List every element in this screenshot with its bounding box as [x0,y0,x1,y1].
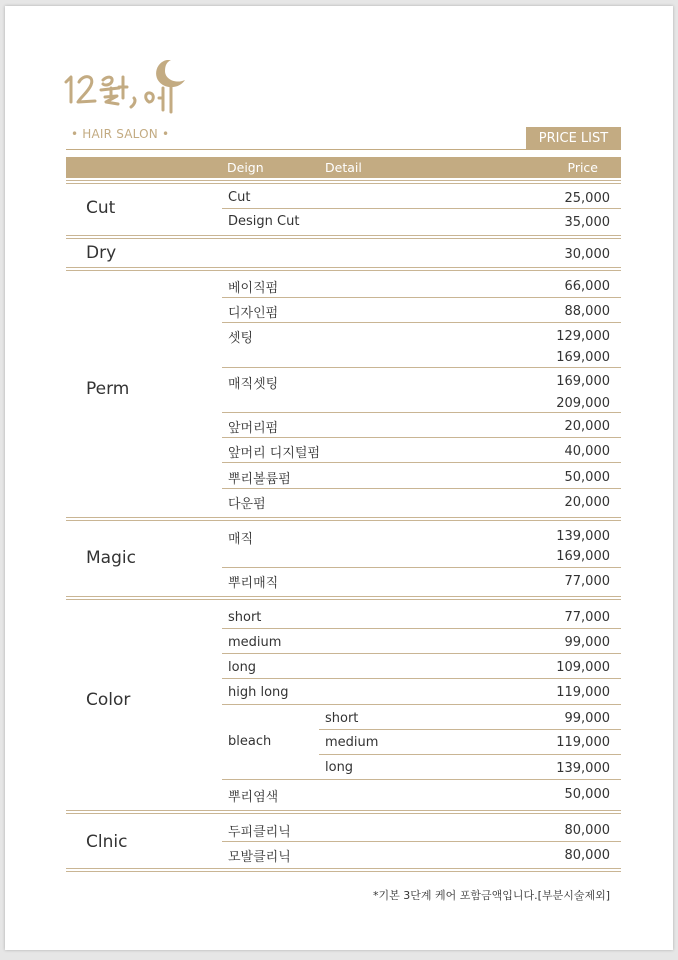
price-design-perm: 88,000 [564,304,610,319]
price-magic-setting-2: 209,000 [556,396,610,411]
category-clinic: Clnic [86,832,128,852]
header-price: Price [567,160,598,175]
item-color-medium: medium [228,635,282,650]
crescent-moon-icon [156,60,185,87]
price-scalp-clinic: 80,000 [564,823,610,838]
price-magic: 139,000 [556,529,610,544]
item-scalp-clinic: 두피클리닉 [228,825,291,840]
price-list-badge: PRICE LIST [526,127,621,149]
item-cut: Cut [228,190,251,205]
item-bleach-short: short [325,711,359,726]
price-design-cut: 35,000 [564,215,610,230]
price-down-perm: 20,000 [564,495,610,510]
price-basic-perm: 66,000 [564,279,610,294]
section-divider [66,267,621,271]
price-dry: 30,000 [564,247,610,262]
section-divider [66,180,621,184]
header-design: Deign [227,160,264,175]
item-bleach: bleach [228,734,272,749]
price-hair-clinic: 80,000 [564,848,610,863]
section-divider [66,868,621,872]
price-cut: 25,000 [564,191,610,206]
category-magic: Magic [86,548,136,568]
item-hair-clinic: 모발클리닉 [228,850,291,865]
section-divider [66,235,621,239]
item-root-magic: 뿌리매직 [228,576,279,591]
item-bleach-long: long [325,760,354,775]
category-cut: Cut [86,198,116,218]
footnote: *기본 3단계 케어 포함금액입니다.[부분시술제외] [373,889,610,902]
price-color-medium: 99,000 [564,635,610,650]
price-root-magic: 77,000 [564,574,610,589]
item-magic: 매직 [228,532,254,547]
price-color-short: 77,000 [564,610,610,625]
price-magic-setting: 169,000 [556,374,610,389]
price-setting-2: 169,000 [556,350,610,365]
category-color: Color [86,690,131,710]
price-root-volume-perm: 50,000 [564,470,610,485]
item-basic-perm: 베이직펌 [228,281,279,296]
badge-underline [66,149,621,150]
item-bang-perm: 앞머리펌 [228,421,279,436]
item-color-short: short [228,610,262,625]
item-setting: 셋팅 [228,331,254,346]
category-perm: Perm [86,379,130,399]
category-dry: Dry [86,243,117,263]
item-down-perm: 다운펌 [228,497,266,512]
price-bleach-long: 139,000 [556,761,610,776]
price-bang-perm: 20,000 [564,419,610,434]
price-bleach-medium: 119,000 [556,735,610,750]
table-header [66,157,621,178]
price-bang-digital-perm: 40,000 [564,444,610,459]
item-design-cut: Design Cut [228,214,300,229]
item-color-long: long [228,660,257,675]
section-divider [66,596,621,600]
header-detail: Detail [325,160,362,175]
section-divider [66,810,621,814]
salon-logo [57,50,207,128]
price-magic-2: 169,000 [556,549,610,564]
price-setting: 129,000 [556,329,610,344]
price-list-page [5,6,673,950]
item-root-dye: 뿌리염색 [228,790,279,805]
item-color-high-long: high long [228,685,289,700]
price-color-high-long: 119,000 [556,685,610,700]
section-divider [66,517,621,521]
price-color-long: 109,000 [556,660,610,675]
logo-subtitle: • HAIR SALON • [71,127,170,141]
item-root-volume-perm: 뿌리볼륨펌 [228,472,291,487]
item-design-perm: 디자인펌 [228,306,279,321]
item-bleach-medium: medium [325,735,379,750]
price-bleach-short: 99,000 [564,711,610,726]
item-magic-setting: 매직셋팅 [228,377,279,392]
item-bang-digital-perm: 앞머리 디지털펌 [228,446,321,461]
price-root-dye: 50,000 [564,787,610,802]
